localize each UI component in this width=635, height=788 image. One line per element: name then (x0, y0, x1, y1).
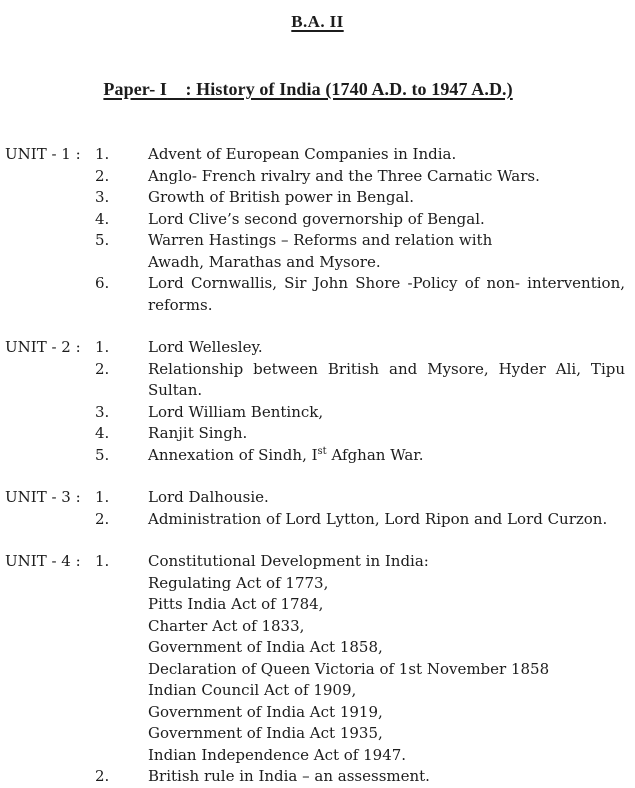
item-lines (148, 209, 625, 231)
document-title (0, 0, 635, 32)
item-line: Lord Dalhousie. (148, 488, 269, 506)
item-line: Relationship between British and Mysore, Hyder Ali, Tipu (148, 359, 625, 378)
syllabus-item (95, 509, 625, 531)
item-line: Growth of British power in Bengal. (148, 188, 414, 206)
syllabus-item (95, 423, 625, 445)
syllabus-item (95, 445, 625, 467)
syllabus-item (95, 166, 625, 188)
item-line (148, 445, 625, 467)
superscript-text: st (317, 445, 327, 457)
item-lines (148, 766, 625, 788)
item-number: 2. (95, 359, 110, 378)
item-line: Charter Act of 1833, (148, 616, 305, 635)
item-lines (148, 487, 625, 509)
item-line: reforms. (148, 295, 213, 314)
item-line: Ranjit Singh. (148, 424, 248, 442)
item-number: 2. (95, 166, 110, 185)
paper-heading (85, 58, 635, 121)
unit-items (95, 337, 625, 466)
item-line: Lord Cornwallis, Sir John Shore -Policy of non- intervention, (148, 274, 625, 292)
item-lines (148, 359, 625, 402)
item-lines (148, 273, 625, 316)
item-line: Government of India Act 1919, (148, 702, 383, 721)
item-lines (148, 144, 625, 166)
unit-block (5, 144, 635, 316)
unit-label: UNIT - 1 : (5, 145, 81, 163)
item-line: Constitutional Development in India: (148, 552, 429, 570)
line-text: Annexation of Sindh, I (148, 445, 318, 464)
item-number: 3. (95, 188, 110, 206)
paper-gap (167, 79, 185, 99)
syllabus-item (95, 487, 625, 509)
syllabus-item (95, 273, 625, 316)
syllabus-item (95, 766, 625, 788)
item-line: Government of India Act 1935, (148, 724, 383, 742)
item-number: 5. (95, 231, 110, 249)
syllabus-item (95, 144, 625, 166)
paper-title: : History of India (1740 A.D. to 1947 A.D.) (185, 79, 513, 99)
paper-heading-underline (103, 79, 512, 99)
item-line: Lord Clive’s second governorship of Bengal. (148, 209, 485, 228)
unit-label: UNIT - 4 : (5, 552, 81, 570)
item-lines (148, 187, 625, 209)
unit-items (95, 144, 625, 316)
item-number: 5. (95, 445, 110, 464)
item-line: Lord Wellesley. (148, 338, 263, 356)
unit-block (5, 337, 635, 466)
item-line: Pitts India Act of 1784, (148, 595, 324, 613)
paper-label: Paper- I (103, 79, 168, 99)
item-line: Regulating Act of 1773, (148, 573, 329, 592)
item-lines (148, 551, 625, 766)
item-line: Sultan. (148, 381, 203, 399)
item-number: 6. (95, 274, 110, 292)
syllabus-item (95, 359, 625, 402)
item-lines (148, 337, 625, 359)
item-number: 1. (95, 145, 110, 163)
syllabus-item (95, 402, 625, 424)
syllabus-item (95, 551, 625, 766)
item-lines (148, 423, 625, 445)
unit-label: UNIT - 2 : (5, 338, 81, 356)
item-line: Government of India Act 1858, (148, 638, 383, 656)
item-lines (148, 402, 625, 424)
item-line: Indian Council Act of 1909, (148, 681, 357, 699)
item-line: Lord William Bentinck, (148, 402, 324, 421)
units (0, 144, 635, 788)
item-line: Administration of Lord Lytton, Lord Ripon and Lord Curzon. (148, 509, 608, 528)
unit-label: UNIT - 3 : (5, 488, 81, 506)
unit-block (5, 551, 635, 788)
item-line: Indian Independence Act of 1947. (148, 745, 407, 764)
item-lines (148, 509, 625, 531)
item-number: 1. (95, 488, 110, 506)
item-number: 1. (95, 552, 110, 570)
line-text: Afghan War. (326, 445, 424, 464)
item-number: 3. (95, 402, 110, 421)
unit-items (95, 487, 625, 530)
syllabus-item (95, 209, 625, 231)
item-line: Advent of European Companies in India. (148, 145, 457, 163)
item-number: 2. (95, 509, 110, 528)
item-line: Declaration of Queen Victoria of 1st November 1858 (148, 659, 550, 678)
unit-items (95, 551, 625, 788)
item-line: Warren Hastings – Reforms and relation with (148, 231, 493, 249)
course-title: B.A. II (291, 12, 344, 31)
item-line: Anglo- French rivalry and the Three Carnatic Wars. (148, 166, 540, 185)
item-number: 2. (95, 767, 110, 785)
item-number: 1. (95, 338, 110, 356)
item-line: British rule in India – an assessment. (148, 767, 430, 785)
item-lines (148, 166, 625, 188)
syllabus-item (95, 337, 625, 359)
item-lines (148, 445, 625, 467)
item-line: Awadh, Marathas and Mysore. (148, 252, 381, 271)
syllabus-item (95, 187, 625, 209)
item-lines (148, 230, 625, 273)
syllabus-item (95, 230, 625, 273)
item-number: 4. (95, 209, 110, 228)
item-number: 4. (95, 424, 110, 442)
unit-block (5, 487, 635, 530)
